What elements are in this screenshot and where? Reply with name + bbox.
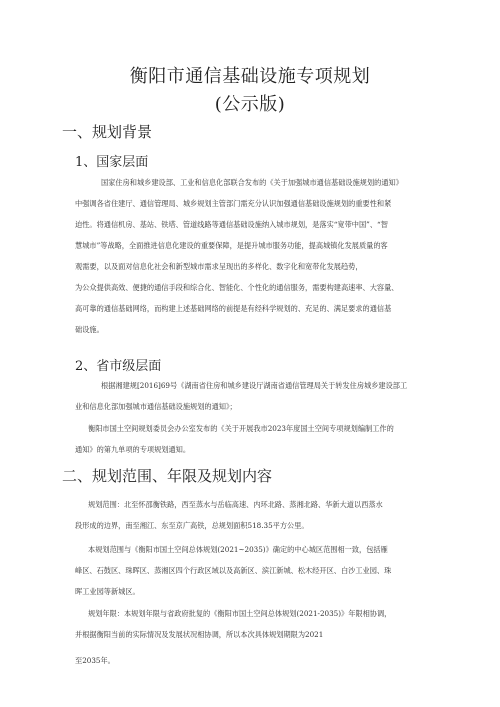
paragraph-line: 高可靠的通信基础网络，而构建上述基础网络的前提是有经科学规划的、充足的、满足要求的通信基 <box>75 304 392 313</box>
section-heading-background: 一、规划背景 <box>62 123 153 141</box>
paragraph-line: 础设施。 <box>75 325 104 334</box>
paragraph-line: 根据湘建规[2016]69号《湖南省住房和城乡建设厅湖南省通信管理局关于转发住房城乡建设部工 <box>101 381 408 390</box>
subsection-heading-provincial: 2、省市级层面 <box>75 359 162 374</box>
document-subtitle: (公示版) <box>214 94 286 115</box>
paragraph-line: 为公众提供高效、便捷的通信手段和综合化、智能化、个性化的通信服务，需要构建高速率、大容量、 <box>75 283 399 292</box>
document-title: 衡阳市通信基础设施专项规划 <box>129 66 371 87</box>
paragraph-line: 迫性。将通信机房、基站、铁塔、管道线路等通信基础设施纳入城市规划，是落实“宽带中国”、“智 <box>75 220 388 229</box>
paragraph-line: 晖工业园等新城区。 <box>75 587 140 596</box>
paragraph-line: 峰区、石鼓区、珠晖区、蒸湘区四个行政区域以及高新区、滨江新城、松木经开区、白沙工业园、珠 <box>75 566 392 575</box>
paragraph-line: 段形成的边界，南至湘江、东至京广高铁，总规划面积518.35平方公里。 <box>75 521 309 530</box>
paragraph-line: 衡阳市国土空间规划委员会办公室发布的《关于开展我市2023年度国土空间专项规划编制工作的 <box>88 424 394 433</box>
paragraph-line: 业和信息化部加强城市通信基础设施规划的通知》； <box>75 402 237 411</box>
paragraph-line: 至2035年。 <box>75 656 115 665</box>
paragraph-line: 国家住房和城乡建设部、工业和信息化部联合发布的《关于加强城市通信基础设施规划的通知》 <box>101 178 403 187</box>
paragraph-line: 并根据衡阳当前的实际情况及发展状况相协调，所以本次具体规划期限为2021 <box>75 630 324 639</box>
paragraph-line: 规划范围：北至怀邵衡铁路，西至蒸水与岳临高速、内环北路、蒸湘北路、华新大道以西蒸水 <box>88 500 383 509</box>
paragraph-line: 中强调各省住建厅、通信管理局、城乡规划主管部门需充分认识加强通信基础设施规划的重要性和紧 <box>75 199 392 208</box>
section-heading-scope: 二、规划范围、年限及规划内容 <box>62 467 273 485</box>
paragraph-line: 观需要，以及面对信息化社会和新型城市需求呈现出的多样化、数字化和宽带化发展趋势， <box>75 262 363 271</box>
paragraph-line: 慧城市”等战略，全面推进信息化建设的重要保障，是提升城市服务功能，提高城镇化发展质量的客 <box>75 241 388 250</box>
paragraph-line: 通知》的第九单项的专项规划通知。 <box>75 445 191 454</box>
paragraph-line: 本规划范围与《衡阳市国土空间总体规划(2021~2035)》确定的中心城区范围相一致，包括雁 <box>88 545 388 554</box>
paragraph-line: 规划年限：本规划年限与省政府批复的《衡阳市国土空间总体规划(2021-2035)》年限相协调， <box>88 609 392 618</box>
subsection-heading-national: 1、国家层面 <box>75 155 149 170</box>
